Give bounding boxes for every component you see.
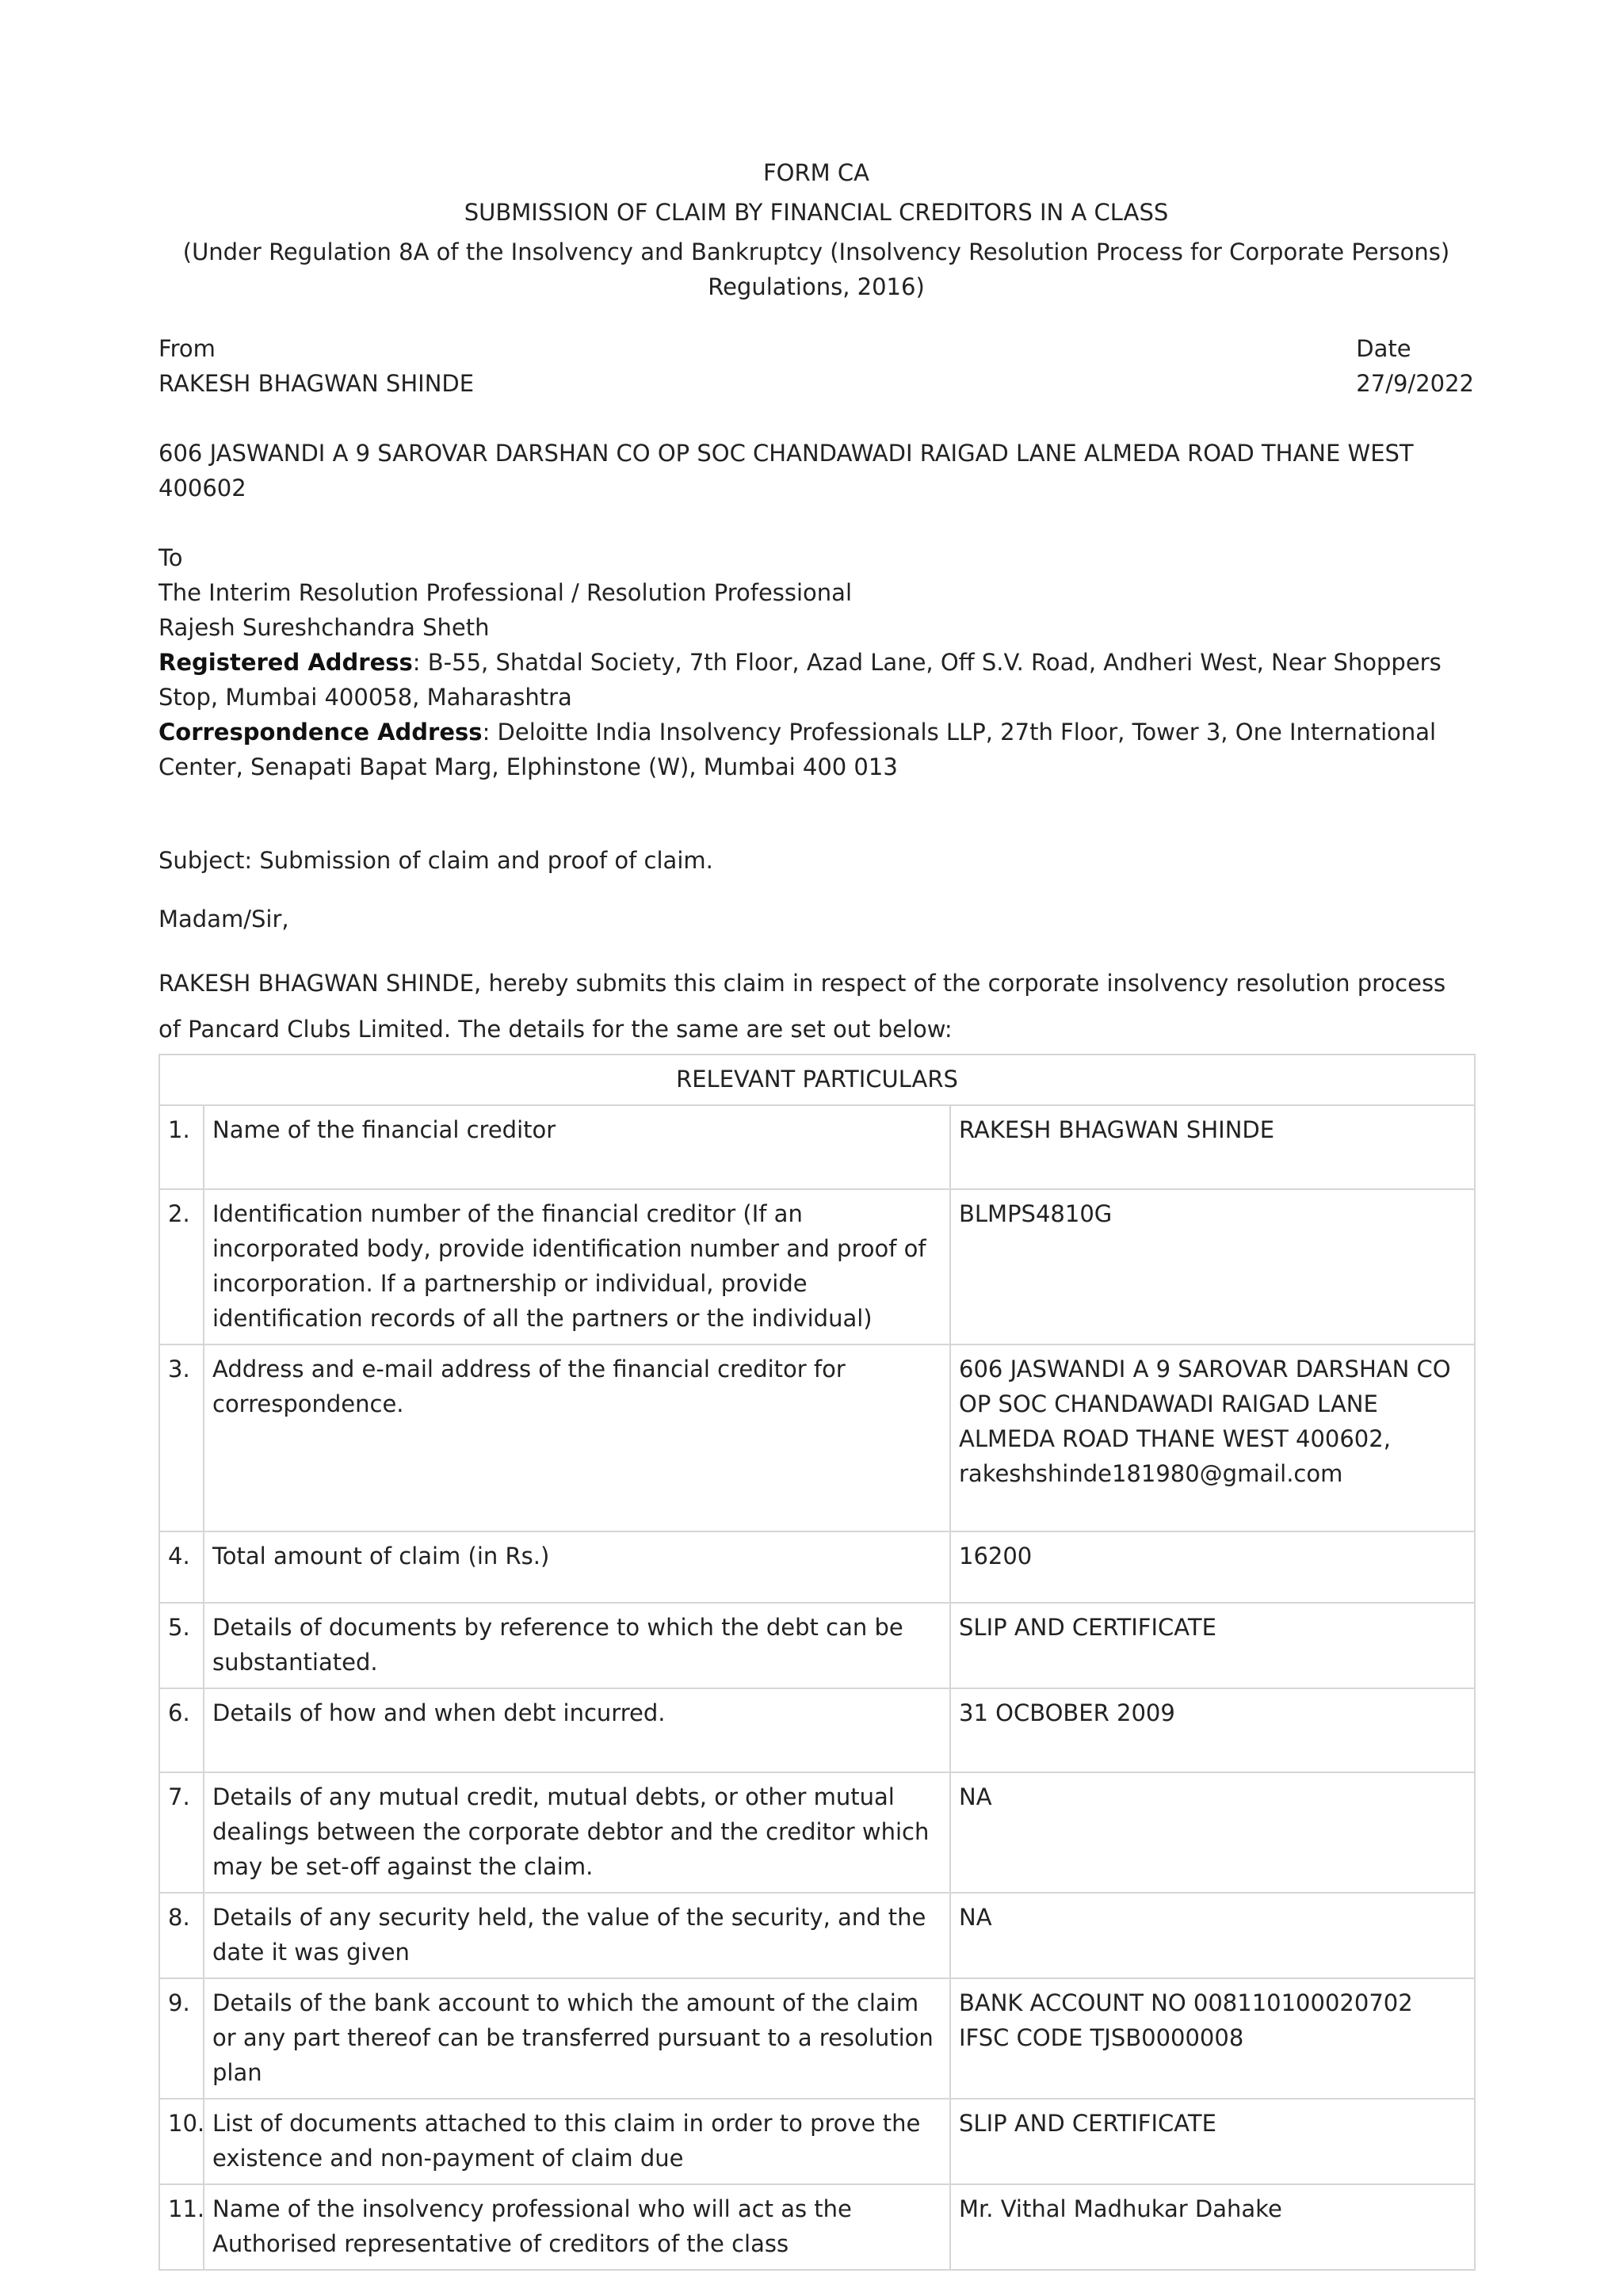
creditor-name: RAKESH BHAGWAN SHINDE — [158, 370, 475, 397]
table-row — [159, 1105, 1475, 1189]
form-subtitle: SUBMISSION OF CLAIM BY FINANCIAL CREDITORS IN A CLASS — [464, 199, 1169, 226]
particulars-table — [158, 1054, 1476, 2271]
row-number: 6. — [159, 1688, 204, 1772]
table-row — [159, 1344, 1475, 1531]
row-description: Name of the financial creditor — [204, 1105, 950, 1189]
regulation-line-2: Regulations, 2016) — [708, 273, 925, 300]
row-value: RAKESH BHAGWAN SHINDE — [950, 1105, 1475, 1189]
row-description: Details of any mutual credit, mutual debts, or other mutual dealings between the corporate debtor and the creditor which may be set-off against the claim. — [204, 1772, 950, 1893]
table-row — [159, 1978, 1475, 2099]
regulation-line-1: (Under Regulation 8A of the Insolvency and Bankruptcy (Insolvency Resolution Process for Corporate Persons) — [182, 238, 1450, 265]
table-row — [159, 1772, 1475, 1893]
subject-line: Subject: Submission of claim and proof of claim. — [158, 847, 713, 874]
row-description: Details of how and when debt incurred. — [204, 1688, 950, 1772]
table-row — [159, 1531, 1475, 1603]
row-number: 9. — [159, 1978, 204, 2099]
table-header-row — [159, 1055, 1475, 1105]
row-number: 4. — [159, 1531, 204, 1603]
date-label: Date — [1356, 335, 1411, 362]
correspondence-address — [158, 715, 1474, 784]
row-description: Identification number of the financial creditor (If an incorporated body, provide identification number and proof of incorporation. If a partnership or individual, provide identification records of all the partners or the individual) — [204, 1189, 950, 1344]
recipient-designation: The Interim Resolution Professional / Resolution Professional — [158, 579, 853, 606]
to-label: To — [158, 544, 183, 571]
correspondence-address-label: Correspondence Address — [158, 719, 483, 746]
regulation-reference — [158, 235, 1474, 304]
from-label: From — [158, 335, 216, 362]
row-value: SLIP AND CERTIFICATE — [950, 1603, 1475, 1688]
row-value: BANK ACCOUNT NO 008110100020702 IFSC CODE TJSB0000008 — [950, 1978, 1475, 2099]
recipient-name: Rajesh Sureshchandra Sheth — [158, 614, 490, 641]
row-number: 5. — [159, 1603, 204, 1688]
row-description: Address and e-mail address of the financial creditor for correspondence. — [204, 1344, 950, 1531]
recipient-block — [158, 540, 1474, 784]
form-document — [158, 155, 1474, 2271]
table-heading: RELEVANT PARTICULARS — [159, 1055, 1475, 1105]
registered-address-label: Registered Address — [158, 649, 413, 676]
registered-address-value: : B-55, Shatdal Society, 7th Floor, Azad Lane, Off S.V. Road, Andheri West, Near Shoppers Stop, Mumbai 400058, Maharashtra — [158, 649, 1442, 711]
from-block — [158, 331, 474, 401]
row-value: 31 OCBOBER 2009 — [950, 1688, 1475, 1772]
row-value: 16200 — [950, 1531, 1475, 1603]
row-number: 10. — [159, 2099, 204, 2184]
row-description: Name of the insolvency professional who will act as the Authorised representative of creditors of the class — [204, 2184, 950, 2270]
row-value: NA — [950, 1772, 1475, 1893]
table-row — [159, 2099, 1475, 2184]
table-row — [159, 1603, 1475, 1688]
table-row — [159, 1189, 1475, 1344]
row-description: List of documents attached to this claim in order to prove the existence and non-payment of claim due — [204, 2099, 950, 2184]
table-row — [159, 1893, 1475, 1978]
correspondence-address-value: : Deloitte India Insolvency Professionals LLP, 27th Floor, Tower 3, One International Center, Senapati Bapat Marg, Elphinstone (W), Mumbai 400 013 — [158, 719, 1437, 780]
intro-paragraph: RAKESH BHAGWAN SHINDE, hereby submits this claim in respect of the corporate insolvency resolution process of Pancard Clubs Limited. The details for the same are set out below: — [158, 970, 1446, 1043]
row-description: Total amount of claim (in Rs.) — [204, 1531, 950, 1603]
form-title: FORM CA — [763, 159, 869, 186]
row-number: 7. — [159, 1772, 204, 1893]
row-value: 606 JASWANDI A 9 SAROVAR DARSHAN CO OP SOC CHANDAWADI RAIGAD LANE ALMEDA ROAD THANE WEST 400602, rakeshshinde181980@gmail.com — [950, 1344, 1475, 1531]
registered-address — [158, 645, 1474, 715]
table-row — [159, 1688, 1475, 1772]
row-number: 1. — [159, 1105, 204, 1189]
from-date-row — [158, 331, 1474, 401]
row-number: 3. — [159, 1344, 204, 1531]
row-number: 2. — [159, 1189, 204, 1344]
date-value: 27/9/2022 — [1356, 370, 1474, 397]
row-description: Details of any security held, the value of the security, and the date it was given — [204, 1893, 950, 1978]
table-row — [159, 2184, 1475, 2270]
row-value: BLMPS4810G — [950, 1189, 1475, 1344]
creditor-address: 606 JASWANDI A 9 SAROVAR DARSHAN CO OP SOC CHANDAWADI RAIGAD LANE ALMEDA ROAD THANE WEST 400602 — [158, 440, 1414, 502]
date-block — [1356, 331, 1474, 401]
row-description: Details of documents by reference to which the debt can be substantiated. — [204, 1603, 950, 1688]
salutation: Madam/Sir, — [158, 906, 289, 933]
row-description: Details of the bank account to which the amount of the claim or any part thereof can be transferred pursuant to a resolution plan — [204, 1978, 950, 2099]
row-number: 11. — [159, 2184, 204, 2270]
row-value: SLIP AND CERTIFICATE — [950, 2099, 1475, 2184]
row-number: 8. — [159, 1893, 204, 1978]
row-value: Mr. Vithal Madhukar Dahake — [950, 2184, 1475, 2270]
row-value: NA — [950, 1893, 1475, 1978]
